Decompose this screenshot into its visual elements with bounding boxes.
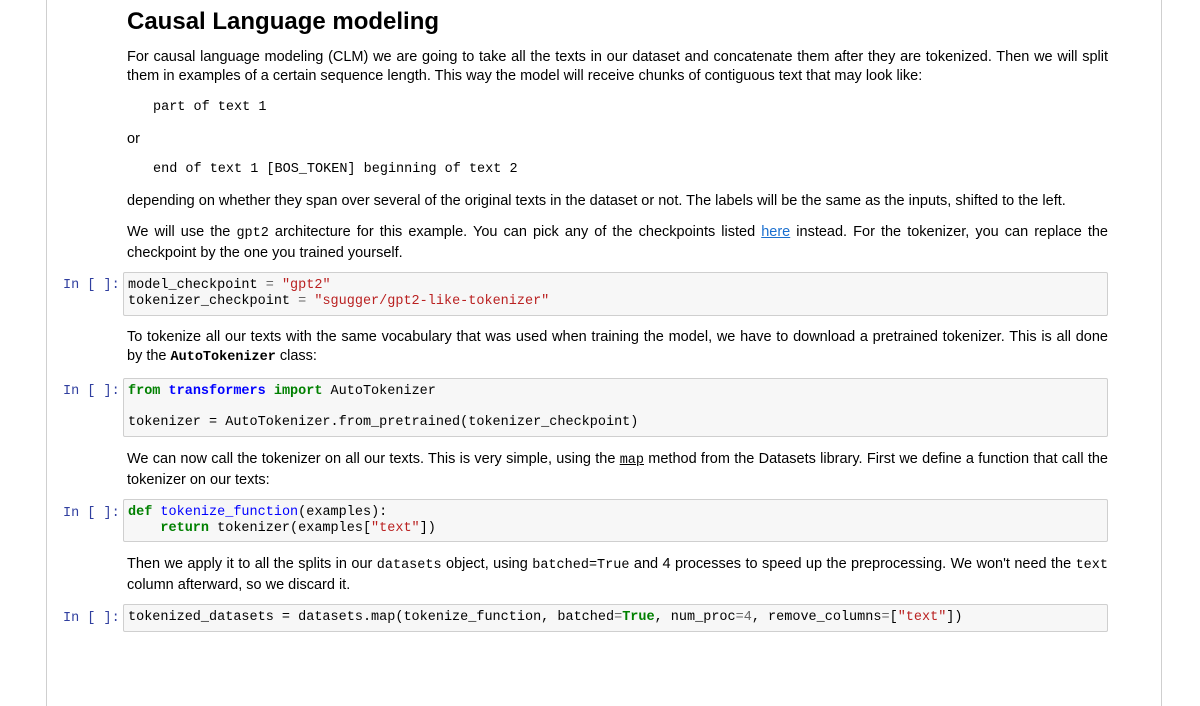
inline-code-datasets: datasets — [376, 558, 442, 573]
markdown-cell-architecture[interactable] — [127, 223, 1108, 262]
labels-paragraph: depending on whether they span over several of the original texts in the dataset or not. The labels will be the same as the inputs, shifted to the left. — [127, 193, 1066, 209]
checkpoints-link[interactable]: here — [761, 224, 791, 240]
section-heading: Causal Language modeling — [127, 8, 440, 35]
map-paragraph: We can now call the tokenizer on all our texts. This is very simple, using the map method from the Datasets library. First we define a function that call the tokenizer on our texts: — [127, 451, 1108, 488]
code-cell-tokenize-function[interactable]: def tokenize_function(examples): return tokenizer(examples["text"]) — [123, 499, 1108, 542]
apply-paragraph: Then we apply it to all the splits in our datasets object, using batched=True and 4 processes to speed up the preprocessing. We won't need the text column afterward, so we discard it. — [127, 556, 1108, 593]
markdown-cell-intro[interactable] — [127, 48, 1108, 85]
inline-code-autotokenizer: AutoTokenizer — [170, 349, 276, 365]
input-prompt-2: In [ ]: — [63, 384, 120, 399]
inline-code-batched: batched=True — [532, 558, 630, 573]
code-cell-autotokenizer[interactable]: from transformers import AutoTokenizer tokenizer = AutoTokenizer.from_pretrained(tokenizer_checkpoint) — [123, 378, 1108, 437]
example-text-2: end of text 1 [BOS_TOKEN] beginning of text 2 — [153, 162, 518, 177]
intro-paragraph: For causal language modeling (CLM) we are going to take all the texts in our dataset and concatenate them after they are tokenized. Then we will split them in examples of a certain sequence length. This way the model will receive chunks of contiguous text that may look like: — [127, 49, 1108, 84]
code-cell-checkpoints[interactable]: model_checkpoint = "gpt2" tokenizer_checkpoint = "sgugger/gpt2-like-tokenizer" — [123, 272, 1108, 316]
markdown-cell-tokenizer[interactable] — [127, 328, 1108, 367]
tokenizer-paragraph: To tokenize all our texts with the same vocabulary that was used when training the model, we have to download a pretrained tokenizer. This is all done by the AutoTokenizer class: — [127, 329, 1108, 365]
markdown-cell-apply[interactable] — [127, 555, 1108, 594]
inline-code-gpt2: gpt2 — [236, 226, 269, 241]
code-cell-map-datasets[interactable]: tokenized_datasets = datasets.map(tokenize_function, batched=True, num_proc=4, remove_columns=["text"]) — [123, 604, 1108, 632]
notebook-container — [46, 0, 1162, 706]
or-text: or — [127, 131, 140, 147]
input-prompt-3: In [ ]: — [63, 506, 120, 521]
markdown-cell-labels[interactable] — [127, 192, 1108, 211]
input-prompt-1: In [ ]: — [63, 278, 120, 293]
example-text-1: part of text 1 — [153, 100, 267, 115]
inline-code-map[interactable]: map — [619, 453, 644, 468]
inline-code-text: text — [1075, 558, 1108, 573]
architecture-paragraph: We will use the gpt2 architecture for this example. You can pick any of the checkpoints listed here instead. For the tokenizer, you can replace the checkpoint by the one you trained yourself. — [127, 224, 1108, 261]
input-prompt-4: In [ ]: — [63, 611, 120, 626]
markdown-cell-map[interactable] — [127, 450, 1108, 489]
